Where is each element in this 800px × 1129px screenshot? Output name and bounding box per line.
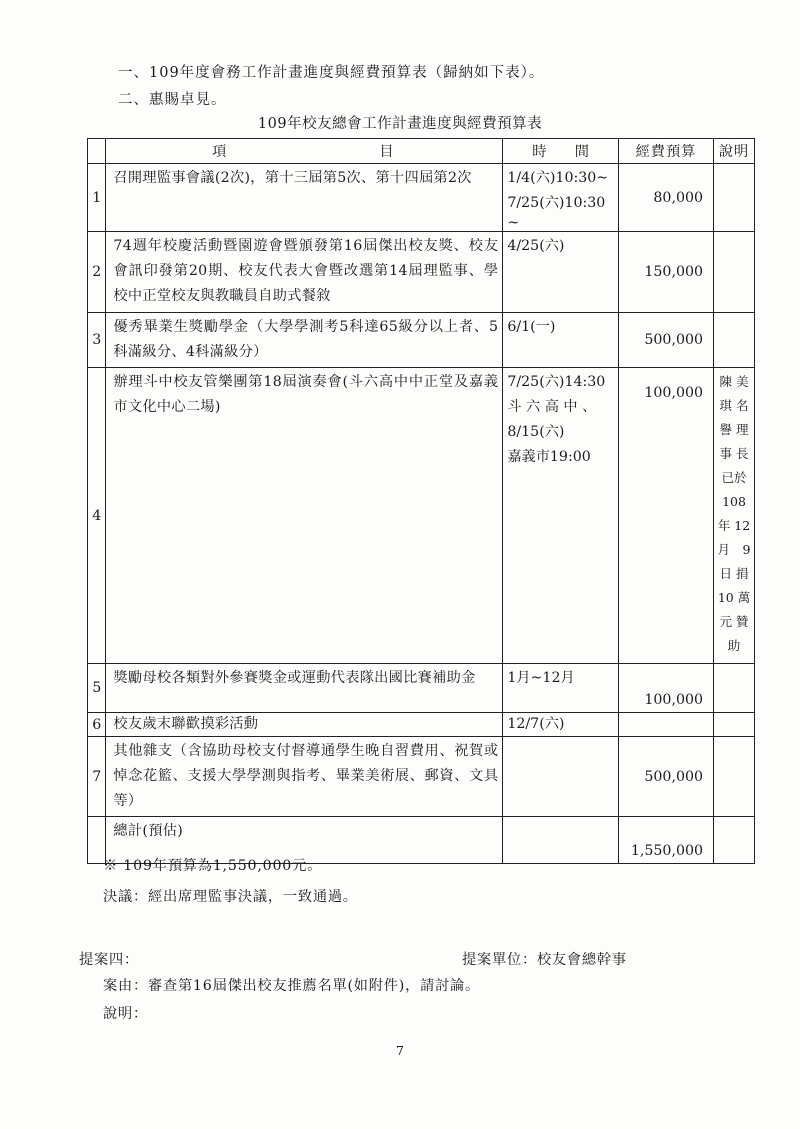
time-line: 1/4(六)10:30~ [507,170,609,186]
table-header-row [88,139,755,164]
row-budget: 100,000 [618,368,713,664]
note-line: 事 長 [719,446,749,461]
note-line: 琪 名 [719,398,749,413]
row-item: 其他雜支（含協助母校支付督導通學生晚自習費用、祝賀或悼念花籃、支援大學學測與指考、畢業美術展、郵資、文具等） [106,737,503,817]
time-line: 1月~12月 [507,670,575,686]
table-row [88,713,755,737]
proposal-unit: 提案單位：校友會總幹事 [462,952,627,968]
time-line: 12/7(六) [507,716,565,732]
total-budget: 1,550,000 [618,817,713,864]
row-num: 7 [88,737,106,817]
budget-footnote: ※ 109年預算為1,550,000元。 [103,858,323,874]
row-num: 1 [88,164,106,232]
note-line: 已於 [721,470,747,485]
row-note [714,713,755,737]
row-num: 6 [88,713,106,737]
note-line: 陳 美 [719,374,749,389]
note-line: 日 捐 [719,566,749,581]
row-note [714,232,755,313]
row-note [714,737,755,817]
header-note: 說明 [714,139,755,164]
row-time [503,313,619,368]
time-line: 嘉義市19:00 [507,449,591,465]
note-line: 譽 理 [719,422,749,437]
row-budget [618,713,713,737]
proposal-label: 提案四： [79,952,139,968]
resolution-text: 決議：經出席理監事決議，一致通過。 [103,889,358,905]
intro-line-2: 二、惠賜卓見。 [118,92,227,108]
row-budget: 500,000 [618,313,713,368]
header-item-right: 目 [379,144,397,160]
row-num: 4 [88,368,106,664]
row-time [503,737,619,817]
row-item: 校友歲末聯歡摸彩活動 [106,713,503,737]
row-budget: 150,000 [618,232,713,313]
header-item-left: 項 [212,144,230,160]
row-num: 5 [88,664,106,713]
header-time: 時 間 [503,139,619,164]
row-num: 3 [88,313,106,368]
row-time [503,664,619,713]
budget-table [87,138,755,864]
row-budget: 100,000 [618,664,713,713]
note-line: 月 9 [717,542,751,557]
row-time [503,713,619,737]
row-item: 獎勵母校各類對外參賽獎金或運動代表隊出國比賽補助金 [106,664,503,713]
time-line: 7/25(六)14:30 [507,374,606,390]
row-note [714,313,755,368]
total-time [503,817,619,864]
proposal-explain: 說明： [103,1006,148,1022]
time-line: 7/25(六)10:30 [507,195,606,211]
row-note [714,664,755,713]
proposal-reason: 案由：審查第16屆傑出校友推薦名單(如附件)，請討論。 [103,978,481,994]
row-budget: 80,000 [618,164,713,232]
row-item: 辦理斗中校友管樂團第18屆演奏會(斗六高中中正堂及嘉義市文化中心二場) [106,368,503,664]
row-note [714,164,755,232]
row-budget: 500,000 [618,737,713,817]
page-number: 7 [396,1043,404,1058]
row-item: 優秀畢業生獎勵學金（大學學測考5科達65級分以上者、5科滿級分、4科滿級分） [106,313,503,368]
table-title: 109年校友總會工作計畫進度與經費預算表 [257,116,543,132]
table-row [88,232,755,313]
time-line: ~ [507,216,520,228]
header-item [106,139,503,164]
note-line: 108 [722,494,746,509]
time-line: 6/1(一) [507,319,556,335]
table-row [88,737,755,817]
note-line: 年 12 [717,518,751,533]
row-time [503,164,619,232]
header-num [88,139,106,164]
note-line: 元 贊 [719,614,749,629]
table-row [88,313,755,368]
row-note [714,368,755,664]
intro-line-1: 一、109年度會務工作計畫進度與經費預算表（歸納如下表）。 [118,65,545,81]
row-time [503,368,619,664]
total-note [714,817,755,864]
row-item: 召開理監事會議(2次)，第十三屆第5次、第十四屆第2次 [106,164,503,232]
header-budget: 經費預算 [618,139,713,164]
row-num: 2 [88,232,106,313]
time-line: 斗 六 高 中 、 [507,399,597,415]
table-row [88,664,755,713]
table-row [88,368,755,664]
row-time [503,232,619,313]
time-line: 8/15(六) [507,424,565,440]
row-item: 74週年校慶活動暨園遊會暨頒發第16屆傑出校友獎、校友會訊印發第20期、校友代表大會暨改選第14屆理監事、學校中正堂校友與教職員自助式餐敘 [106,232,503,313]
total-label: 總計(預估) [106,817,503,864]
note-line: 助 [727,638,741,653]
table-row [88,164,755,232]
time-line: 4/25(六) [507,238,565,254]
note-line: 10 萬 [717,590,751,605]
